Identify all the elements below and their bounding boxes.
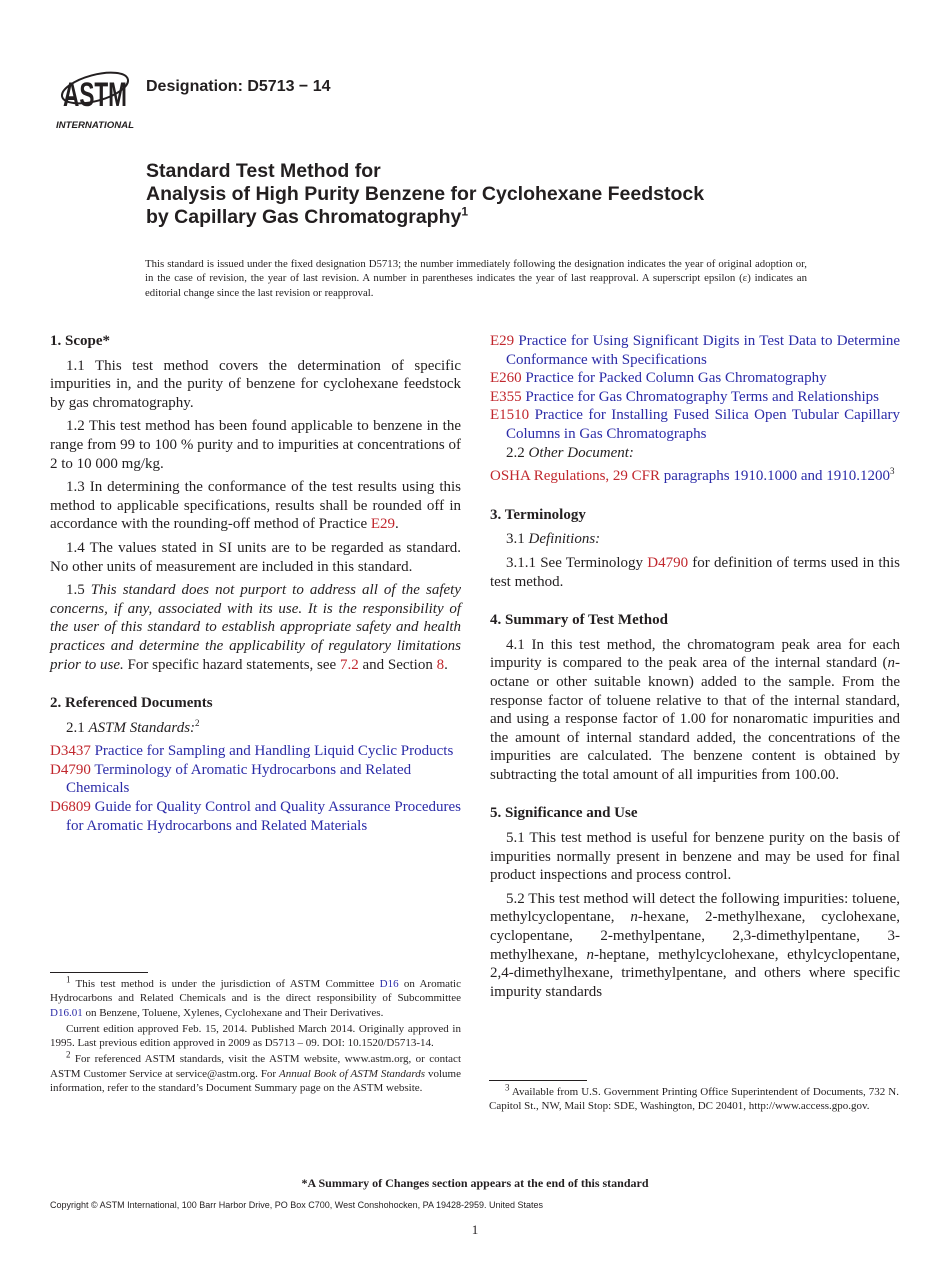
left-column	[50, 332, 461, 835]
section-heading: 5. Significance and Use	[490, 805, 638, 822]
paragraph	[490, 829, 900, 885]
reference-link[interactable]: Practice for Installing Fused Silica Open Tubular Capillary Columns in Gas Chromatographs	[506, 407, 900, 442]
text: on Benzene, Toluene, Xylenes, Cyclohexane and Their Derivatives.	[82, 1006, 384, 1019]
paragraph	[50, 478, 461, 534]
section-heading: 4. Summary of Test Method	[490, 612, 668, 629]
referenced-document	[490, 406, 900, 443]
section-heading: 3. Terminology	[490, 506, 586, 523]
reference-designation-link[interactable]: 7.2	[339, 656, 359, 673]
footnote-mark: 2	[195, 717, 200, 728]
title-line-text: by Capillary Gas Chromatography	[146, 206, 462, 228]
referenced-document	[50, 798, 461, 835]
italic-text: Other Document:	[528, 444, 634, 461]
text: 1.1 This test method covers the determination of specific impurities in, and the purity of benzene for cyclohexane feedstock by gas chromatography.	[50, 357, 461, 411]
logo-subtext: INTERNATIONAL	[56, 120, 134, 130]
section-heading: 2. Referenced Documents	[50, 695, 213, 712]
text: Available from U.S. Government Printing Office Superintendent of Documents, 732 N. Capitol St., NW, Mail Stop: SDE, Washington, DC 20401, http://www.access.gpo.gov.	[489, 1086, 899, 1113]
copyright: Copyright © ASTM International, 100 Barr Harbor Drive, PO Box C700, West Conshohocken, PA 19428-2959. United States	[50, 1200, 544, 1210]
footnote-rule	[50, 972, 148, 973]
footnotes-left	[50, 972, 461, 1097]
reference-designation-link[interactable]: E29	[370, 516, 396, 533]
text: volume information, refer to the standard’s Document Summary page on the ASTM website.	[50, 1067, 461, 1095]
paragraph	[50, 417, 461, 473]
paragraph	[490, 530, 900, 549]
referenced-document	[490, 388, 900, 407]
text: -hexane, 2-methylhexane, cyclohexane, cyclopentane, 2-methylpentane, 2,3-dimethylpentane, 3-methylhexane,	[490, 909, 900, 963]
italic-text: This standard does not purport to address all of the safety concerns, if any, associated with its use. It is the responsibility of the user of this standard to establish appropriate safety and health practices and determine the applicability of regulatory limitations prior to use.	[50, 582, 461, 673]
text: 1.2 This test method has been found applicable to benzene in the range from 99 to 100 % purity and to impurities at concentrations of 2 to 10 000 mg/kg.	[50, 418, 461, 472]
reference-designation-link[interactable]: D4790	[50, 761, 91, 778]
text: For referenced ASTM standards, visit the ASTM website, www.astm.org, or contact ASTM Customer Service at service@astm.org. For	[50, 1053, 461, 1080]
footnote-mark: 2	[66, 1049, 71, 1060]
title-footnote-mark: 1	[461, 204, 469, 219]
italic-text: n	[887, 655, 895, 672]
text: 5.1 This test method is useful for benzene purity on the basis of impurities normally present in benzene and may be used for final product inspections and process control.	[490, 830, 900, 884]
text: 1.4 The values stated in SI units are to be regarded as standard. No other units of measurement are included in this standard.	[50, 539, 461, 575]
footnote	[50, 1049, 461, 1095]
paragraph	[490, 890, 900, 1002]
text: and Section	[358, 656, 437, 673]
text: 1.3 In determining the conformance of the test results using this method to applicable specifications, results shall be rounded off in accordance with the rounding-off method of Practice	[50, 479, 461, 533]
reference-designation-link[interactable]: 8	[436, 656, 445, 673]
reference-designation-link[interactable]: D6809	[50, 799, 91, 816]
text: Current edition approved Feb. 15, 2014. Published March 2014. Originally approved in 1995. Last previous edition approved in 2009 as D5713 – 09. DOI: 10.1520/D5713-14.	[50, 1022, 461, 1050]
text: 2.1	[66, 719, 89, 736]
right-column	[490, 332, 900, 1006]
section-heading: 1. Scope*	[50, 333, 110, 349]
text: This test method is under the jurisdiction of ASTM Committee	[70, 978, 380, 990]
reference-link[interactable]: Terminology of Aromatic Hydrocarbons and Related Chemicals	[66, 761, 412, 797]
summary-of-changes-note: *A Summary of Changes section appears at the end of this standard	[301, 1176, 649, 1190]
text: .	[444, 656, 448, 673]
reference-link[interactable]: D16	[379, 978, 399, 990]
paragraph	[50, 719, 461, 738]
text: 1.5	[66, 582, 91, 599]
intro-paragraph: This standard is issued under the fixed designation D5713; the number immediately following the designation indicates the year of original adoption or, in the case of revision, the year of last revision. A number in parentheses indicates the year of last reapproval. A superscript epsilon (ε) indicates an editorial change since the last revision or reapproval.	[145, 258, 807, 299]
italic-text: Annual Book of ASTM Standards	[279, 1067, 426, 1080]
footnote-rule	[489, 1080, 587, 1081]
reference-designation-link[interactable]: E260	[490, 370, 522, 387]
text: -heptane, methylcyclohexane, ethylcyclopentane, 2,4-dimethylhexane, trimethylpentane, and others where specific impurity standards	[490, 946, 900, 1000]
footnote	[489, 1082, 899, 1114]
page-number: 1	[471, 1222, 479, 1237]
text: for definition of terms used in this test method.	[490, 554, 900, 590]
reference-link[interactable]: Guide for Quality Control and Quality Assurance Procedures for Aromatic Hydrocarbons and Related Materials	[66, 799, 461, 834]
reference-designation-link[interactable]: OSHA Regulations, 29 CFR	[490, 468, 661, 485]
reference-link[interactable]: D16.01	[50, 1006, 83, 1019]
reference-link[interactable]: Practice for Gas Chromatography Terms and Relationships	[521, 388, 880, 405]
title-line: Analysis of High Purity Benzene for Cyclohexane Feedstock	[146, 183, 705, 205]
reference-link[interactable]: Practice for Packed Column Gas Chromatography	[521, 370, 827, 387]
footnote-mark: 3	[890, 466, 895, 477]
referenced-document	[490, 369, 900, 388]
footnote	[50, 974, 461, 1020]
text: 3.1.1 See Terminology	[506, 554, 648, 571]
reference-designation-link[interactable]: D3437	[50, 743, 91, 760]
logo-text: ASTM	[63, 76, 127, 114]
title-line	[146, 206, 704, 229]
reference-designation-link[interactable]: D4790	[647, 554, 689, 571]
reference-designation-link[interactable]: E29	[490, 333, 515, 349]
italic-text: n	[630, 909, 638, 926]
text: 5.2 This test method will detect the following impurities: toluene, methylcyclopentane,	[490, 890, 900, 926]
paragraph	[50, 581, 461, 674]
reference-link[interactable]: paragraphs 1910.1000 and 1910.1200	[660, 468, 890, 485]
text: on Aromatic Hydrocarbons and Related Chemicals and is the direct responsibility of Subcommittee	[50, 978, 461, 1005]
text: 2.2	[506, 444, 529, 461]
referenced-document	[490, 467, 900, 486]
text: 3.1	[506, 531, 529, 548]
footnote	[50, 1022, 461, 1051]
paragraph	[490, 444, 900, 463]
reference-link[interactable]: Practice for Sampling and Handling Liquid Cyclic Products	[90, 743, 454, 760]
text: .	[395, 516, 399, 533]
italic-text: ASTM Standards:	[88, 719, 196, 736]
title-line: Standard Test Method for	[146, 160, 381, 182]
italic-text: n	[586, 946, 595, 963]
astm-logo	[55, 62, 135, 132]
reference-designation-link[interactable]: E1510	[490, 407, 530, 424]
text: -octane or other suitable known) added to the sample. From the response factor of toluene relative to that of the internal standard, and using a response factor of 1.00 for nonaromatic impurities and the amount of internal standard added, the concentrations of the impurities are calculated. The benzene content is obtained by subtracting the total amount of all impurities from 100.00.	[490, 655, 900, 783]
reference-designation-link[interactable]: E355	[490, 388, 522, 405]
referenced-document	[50, 742, 461, 761]
paragraph	[50, 539, 461, 576]
text: For specific hazard statements, see	[123, 656, 340, 673]
designation: Designation: D5713 − 14	[146, 78, 331, 95]
italic-text: Definitions:	[528, 531, 601, 548]
text: 4.1 In this test method, the chromatogram peak area for each impurity is compared to the peak area of the internal standard (	[490, 636, 900, 672]
footnotes-right	[489, 1082, 899, 1116]
referenced-document	[50, 761, 461, 798]
paragraph	[490, 554, 900, 591]
footnote-mark: 3	[505, 1082, 510, 1093]
referenced-document	[490, 332, 900, 369]
reference-link[interactable]: Practice for Using Significant Digits in Test Data to Determine Conformance with Specifications	[506, 333, 900, 368]
paragraph	[490, 636, 900, 785]
document-title	[146, 160, 704, 229]
paragraph	[50, 357, 461, 413]
footnote-mark: 1	[66, 974, 71, 985]
